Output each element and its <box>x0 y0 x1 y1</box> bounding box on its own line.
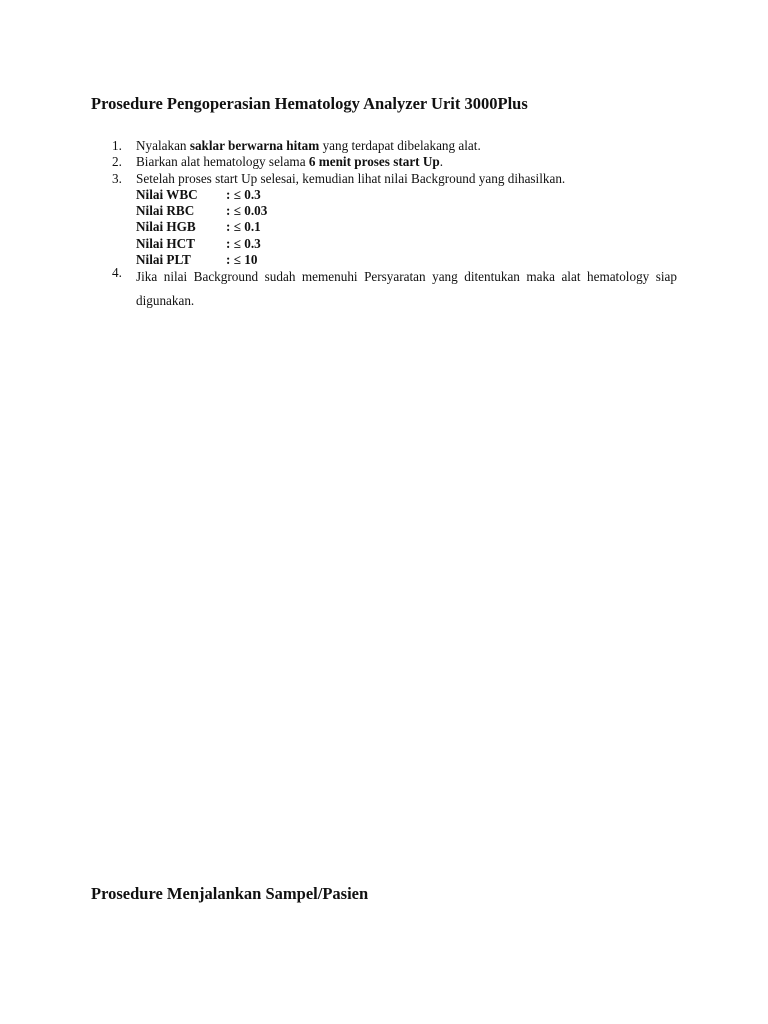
step-number: 3. <box>112 170 122 186</box>
background-label: Nilai WBC <box>136 186 198 202</box>
step-text: Nyalakan saklar berwarna hitam yang terdapat dibelakang alat. <box>136 138 481 153</box>
section-title-run-sample: Prosedure Menjalankan Sampel/Pasien <box>91 884 369 903</box>
step-text: Setelah proses start Up selesai, kemudian lihat nilai Background yang dihasilkan. <box>136 170 566 186</box>
background-label: Nilai PLT <box>136 252 191 268</box>
background-value-row <box>0 187 768 203</box>
step-text: Jika nilai Background sudah memenuhi Persyaratan yang ditentukan maka alat hematology siap digunakan. <box>136 269 677 309</box>
step-number: 2. <box>112 154 122 170</box>
procedure-steps-list <box>0 138 768 313</box>
step-item <box>0 171 677 187</box>
background-value-row <box>0 219 768 235</box>
step-emphasis: saklar berwarna hitam <box>189 138 320 153</box>
step-number: 4. <box>112 265 122 281</box>
step-number: 1. <box>112 138 122 153</box>
background-value-row <box>0 203 768 219</box>
background-threshold: : ≤ 0.03 <box>226 203 268 219</box>
step-emphasis: 6 menit proses start Up <box>308 154 440 170</box>
step-item <box>0 265 677 313</box>
background-threshold: : ≤ 0.3 <box>226 186 261 202</box>
background-threshold: : ≤ 0.3 <box>226 235 261 251</box>
background-threshold: : ≤ 10 <box>226 252 258 268</box>
background-label: Nilai HCT <box>136 235 195 251</box>
step-text: Biarkan alat hematology selama 6 menit proses start Up. <box>136 154 444 170</box>
background-value-row <box>0 236 768 252</box>
background-label: Nilai HGB <box>136 219 196 235</box>
background-label: Nilai RBC <box>136 203 195 219</box>
background-threshold: : ≤ 0.1 <box>226 219 261 235</box>
step-item <box>0 154 677 170</box>
step-item <box>0 138 677 154</box>
section-title-operation: Prosedure Pengoperasian Hematology Analyzer Urit 3000Plus <box>91 94 528 113</box>
